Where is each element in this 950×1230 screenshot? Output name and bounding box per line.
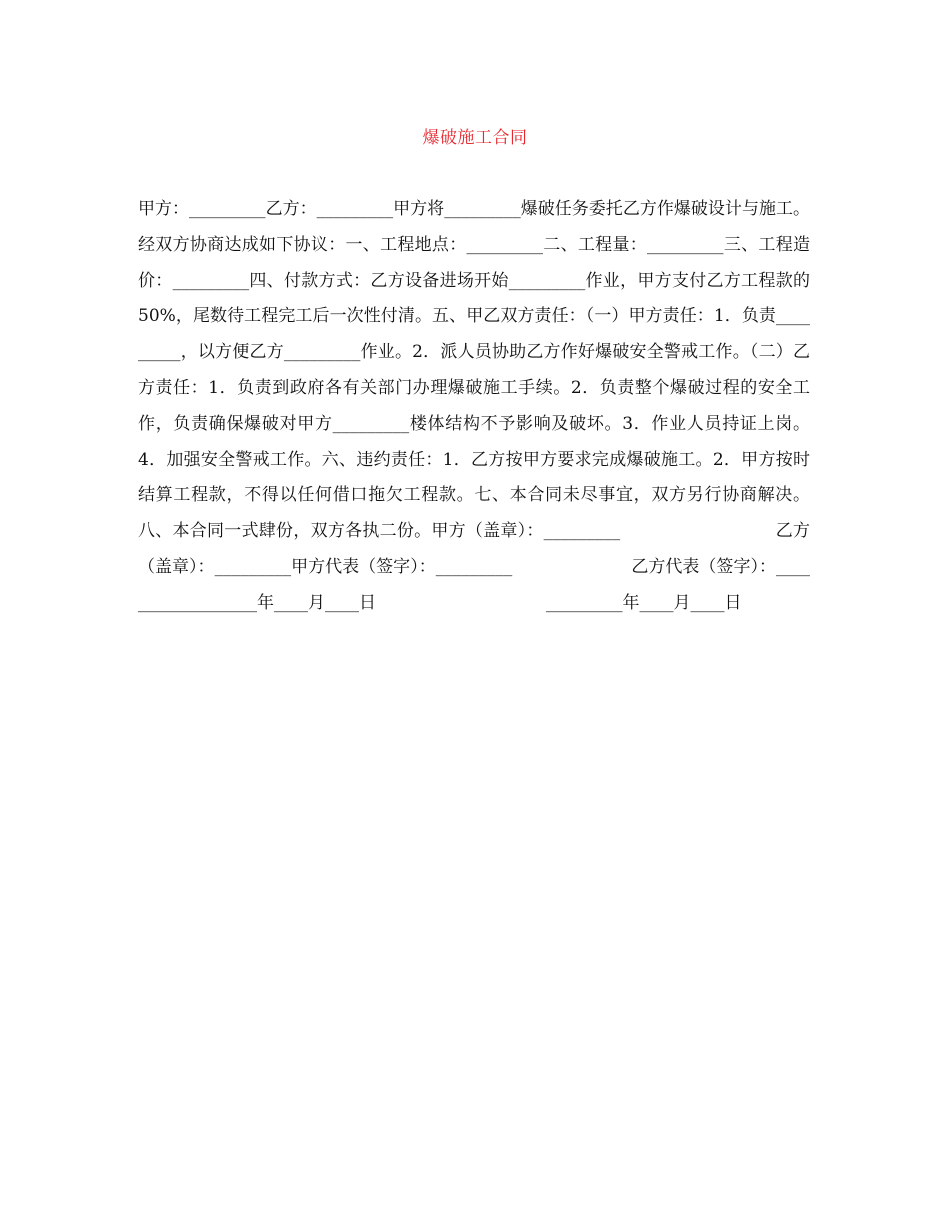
contract-body: 甲方：_________乙方：_________甲方将_________爆破任务委托乙方作爆破设计与施工。经双方协商达成如下协议：一、工程地点：_________二、工程量：_________三、工程造价：_________四、付款方式：乙方设备进场开始_________作业，甲方支付乙方工程款的50%，尾数待工程完工后一次性付清。五、甲乙双方责任：（一）甲方责任：1．负责_________，以方便乙方_________作业。2．派人员协助乙方作好爆破安全警戒工作。（二）乙方责任：1．负责到政府各有关部门办理爆破施工手续。2．负责整个爆破过程的安全工作，负责确保爆破对甲方_________楼体结构不予影响及破坏。3．作业人员持证上岗。4．加强安全警戒工作。六、违约责任：1．乙方按甲方要求完成爆破施工。2．甲方按时结算工程款，不得以任何借口拖欠工程款。七、本合同未尽事宜，双方另行协商解决。八、本合同一式肆份，双方各执二份。甲方（盖章）：_________ 乙方（盖章）：_________甲方代表（签字）：_________ 乙方代表（签字）：__________________年____月____日 _________年____月____日: [138, 199, 810, 613]
document-title: 爆破施工合同: [422, 128, 528, 148]
